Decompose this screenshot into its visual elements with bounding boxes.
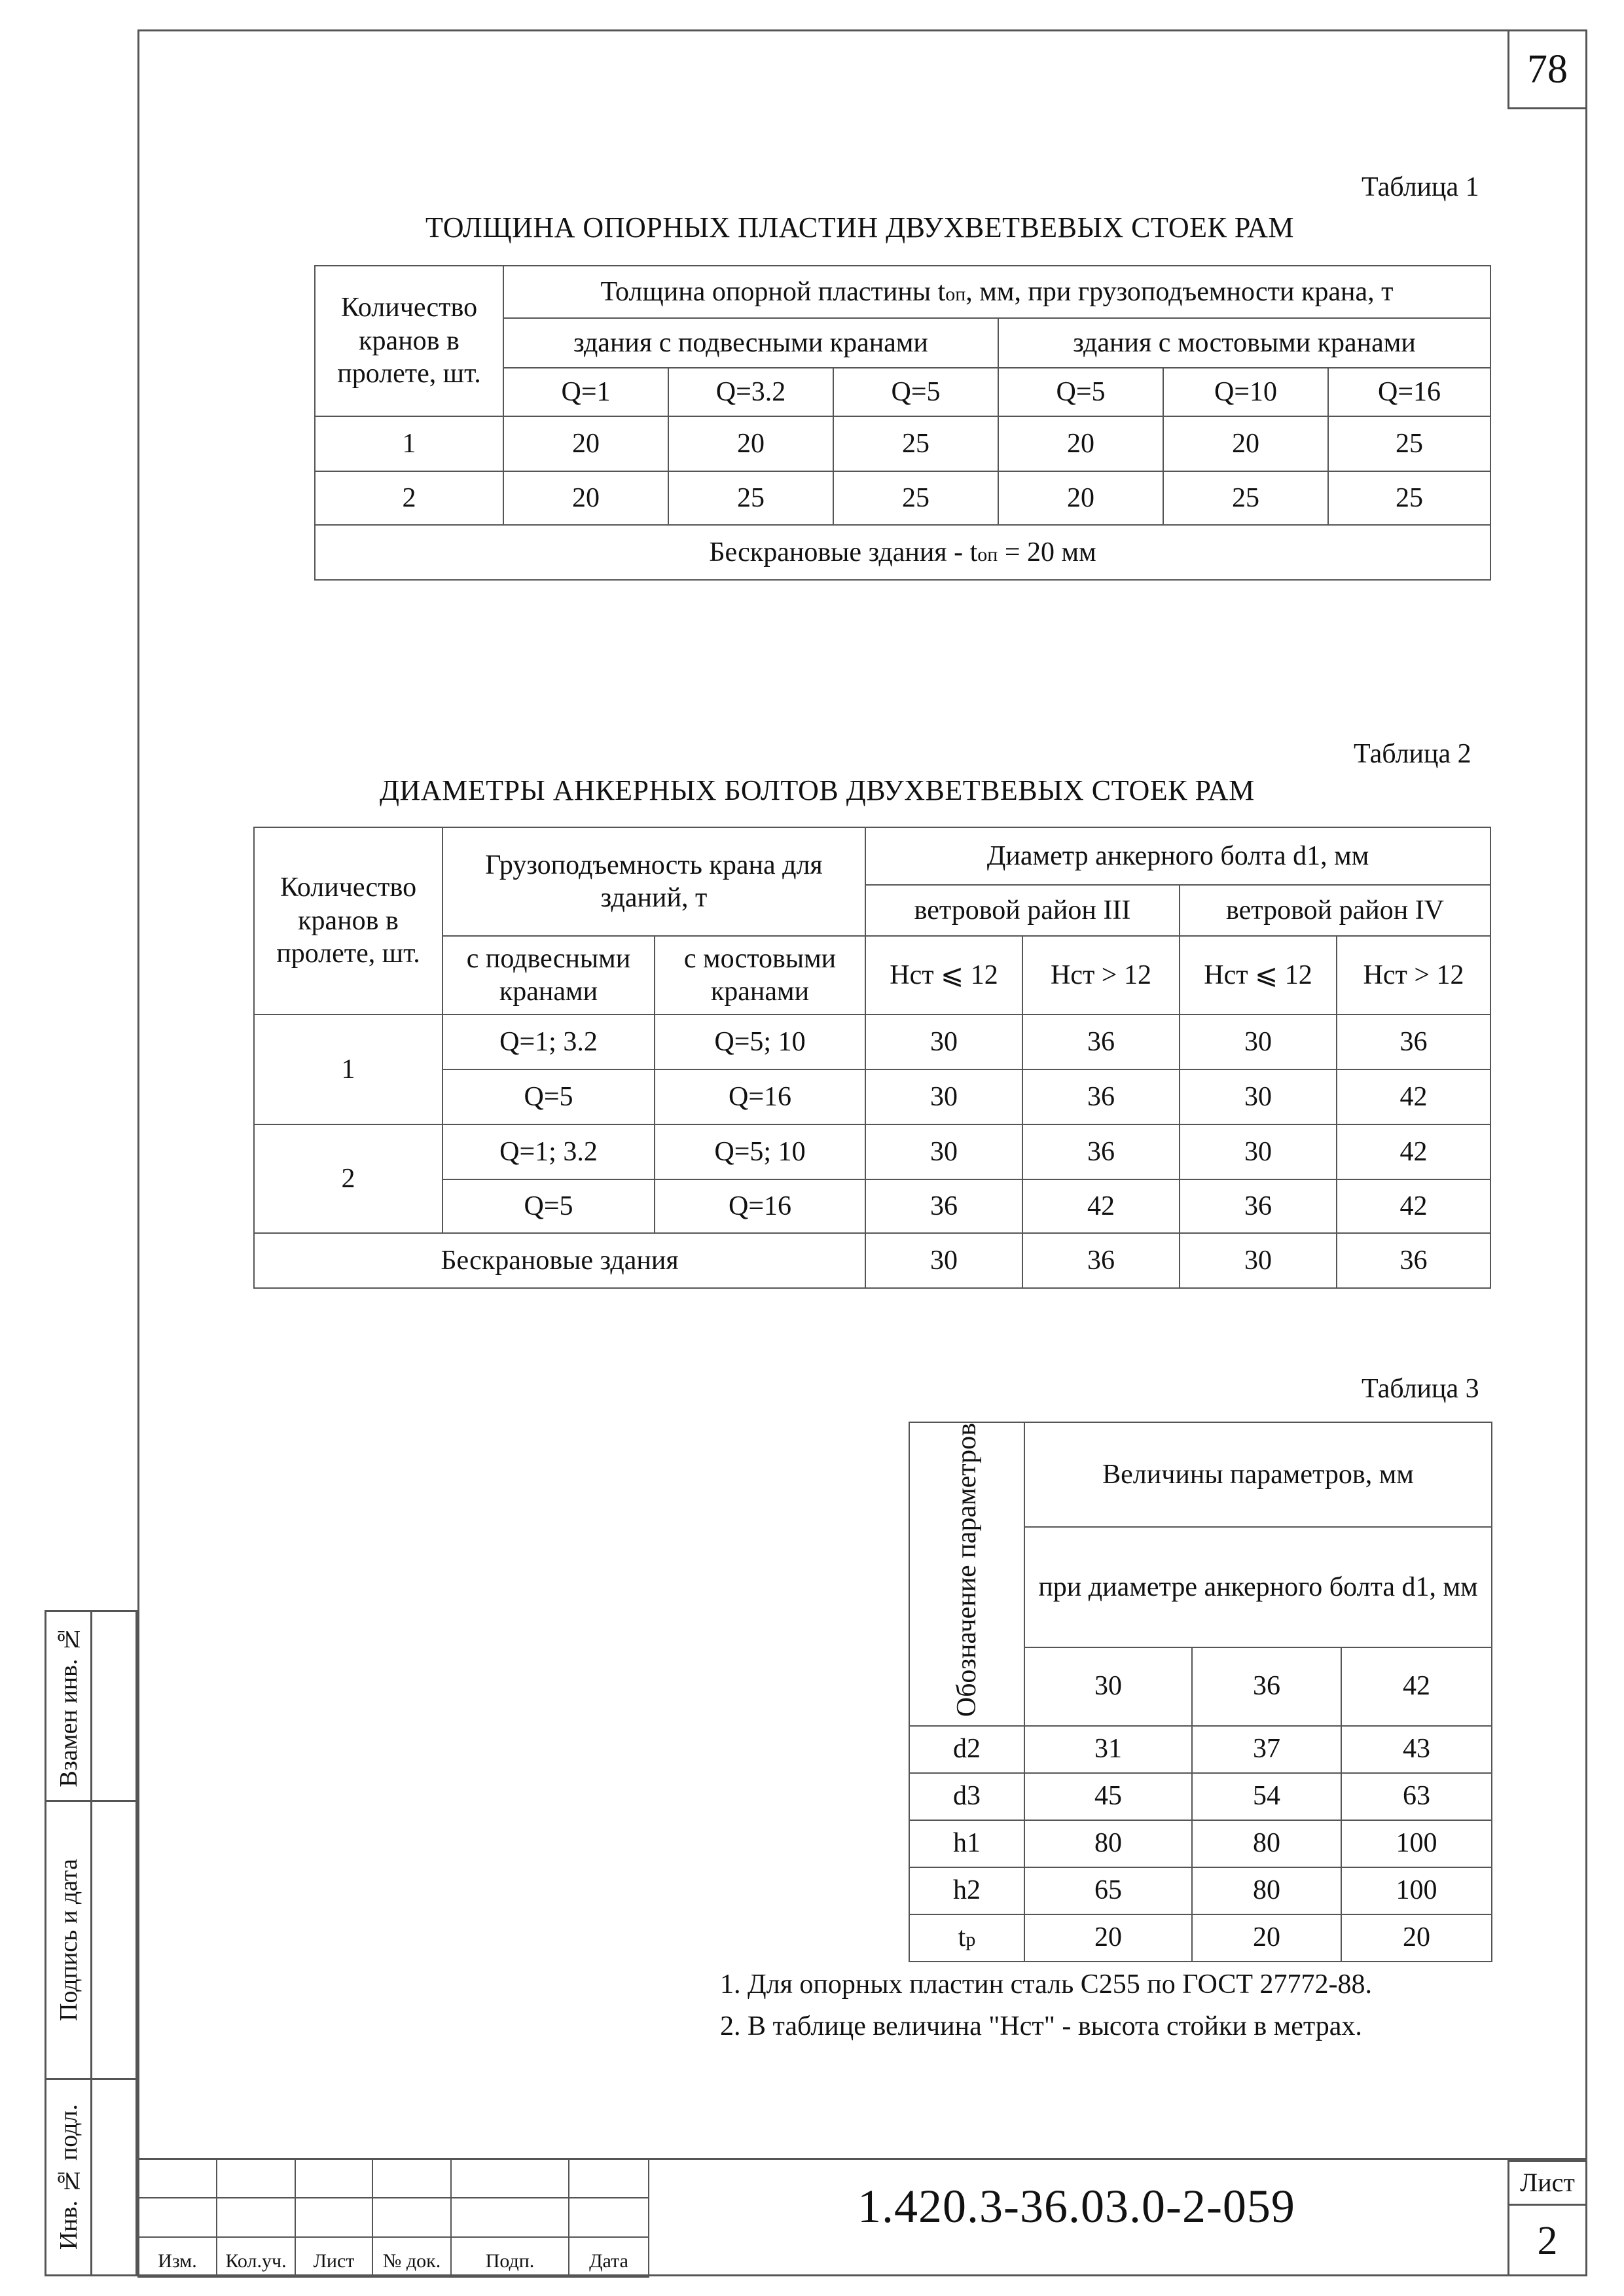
tb-col-label: № док. (372, 2237, 451, 2277)
tb-col-label: Подп. (451, 2237, 569, 2277)
table-row: 1 Q=1; 3.2 Q=5; 10 30 36 30 36 (254, 1014, 1490, 1069)
table3-caption: Таблица 3 (1362, 1374, 1479, 1404)
page-number: 78 (1507, 29, 1587, 109)
t2-h-label: Нст > 12 (1337, 936, 1490, 1014)
sheet-cell (1507, 2160, 1587, 2276)
t2-h-label: Нст ⩽ 12 (865, 936, 1022, 1014)
strip-inv-original: Инв. № подл. (45, 2078, 137, 2276)
t1-footer: Бескрановые здания - tоп = 20 мм (315, 525, 1490, 580)
t2-col-bridge: с мостовыми кранами (655, 936, 865, 1014)
tb-col-label: Изм. (138, 2237, 217, 2277)
table-row: 2 20 25 25 20 25 25 (315, 471, 1490, 525)
table1-title: ТОЛЩИНА ОПОРНЫХ ПЛАСТИН ДВУХВЕТВЕВЫХ СТОЕК РАМ (425, 211, 1295, 243)
t2-craneless-label: Бескрановые здания (254, 1233, 865, 1288)
t3-diameter: 30 (1024, 1647, 1192, 1726)
t2-h-label: Нст > 12 (1022, 936, 1180, 1014)
sheet-label: Лист (1509, 2162, 1585, 2206)
table-row: h2 65 80 100 (909, 1867, 1492, 1914)
notes (720, 1964, 1372, 2047)
t2-h-label: Нст ⩽ 12 (1180, 936, 1337, 1014)
t1-q-label: Q=5 (833, 368, 998, 416)
table-row: h1 80 80 100 (909, 1820, 1492, 1867)
sheet-number: 2 (1537, 2219, 1558, 2263)
t1-group-bridge: здания с мостовыми кранами (998, 318, 1490, 368)
table-row: 2 Q=1; 3.2 Q=5; 10 30 36 30 42 (254, 1124, 1490, 1179)
t2-col-suspended: с подвесными кранами (442, 936, 655, 1014)
t3-header-values: Величины параметров, мм (1024, 1422, 1492, 1527)
table3 (909, 1422, 1492, 1962)
t2-wind-4: ветровой район IV (1180, 885, 1490, 936)
title-block-grid (137, 2158, 649, 2278)
t2-header-capacity: Грузоподъемность крана для зданий, т (442, 827, 865, 936)
table-row: Q=5 Q=16 36 42 36 42 (254, 1179, 1490, 1233)
note-item: 2. В таблице величина "Нст" - высота стойки в метрах. (720, 2011, 1362, 2041)
t3-header-param: Обозначение параметров (909, 1422, 1024, 1726)
tb-col-label: Дата (569, 2237, 649, 2277)
table1 (314, 265, 1491, 581)
t1-q-label: Q=3.2 (668, 368, 833, 416)
t3-header-diameter: при диаметре анкерного болта d1, мм (1024, 1527, 1492, 1647)
table2-title: ДИАМЕТРЫ АНКЕРНЫХ БОЛТОВ ДВУХВЕТВЕВЫХ СТОЕК РАМ (380, 774, 1255, 806)
strip-signature-date: Подпись и дата (45, 1800, 137, 2080)
table-row: tр 20 20 20 (909, 1914, 1492, 1962)
strip-replace-inv: Взамен инв. № (45, 1610, 137, 1802)
t1-q-label: Q=5 (998, 368, 1163, 416)
tb-col-label: Кол.уч. (217, 2237, 295, 2277)
table-row: d3 45 54 63 (909, 1773, 1492, 1820)
table-row: 1 20 20 25 20 20 25 (315, 416, 1490, 471)
t2-wind-3: ветровой район III (865, 885, 1180, 936)
t1-q-label: Q=16 (1328, 368, 1490, 416)
tb-col-label: Лист (295, 2237, 372, 2277)
document-code: 1.420.3-36.03.0-2-059 (857, 2180, 1295, 2233)
table-row: d2 31 37 43 (909, 1726, 1492, 1773)
t1-q-label: Q=1 (503, 368, 668, 416)
t1-header-count: Количество кранов в пролете, шт. (315, 266, 503, 416)
t1-group-suspended: здания с подвесными кранами (503, 318, 998, 368)
table-row: Бескрановые здания 30 36 30 36 (254, 1233, 1490, 1288)
note-item: 1. Для опорных пластин сталь С255 по ГОСТ 27772-88. (720, 1969, 1372, 2000)
t3-diameter: 36 (1192, 1647, 1341, 1726)
table1-caption: Таблица 1 (1362, 172, 1479, 202)
table2-caption: Таблица 2 (1354, 739, 1471, 769)
t2-header-diameter: Диаметр анкерного болта d1, мм (865, 827, 1490, 885)
table-row: Q=5 Q=16 30 36 30 42 (254, 1069, 1490, 1124)
t2-header-count: Количество кранов в пролете, шт. (254, 827, 442, 1014)
table2 (253, 827, 1491, 1289)
t3-diameter: 42 (1341, 1647, 1492, 1726)
t1-q-label: Q=10 (1163, 368, 1328, 416)
t1-header-thickness: Толщина опорной пластины tоп, мм, при грузоподъемности крана, т (503, 266, 1490, 318)
